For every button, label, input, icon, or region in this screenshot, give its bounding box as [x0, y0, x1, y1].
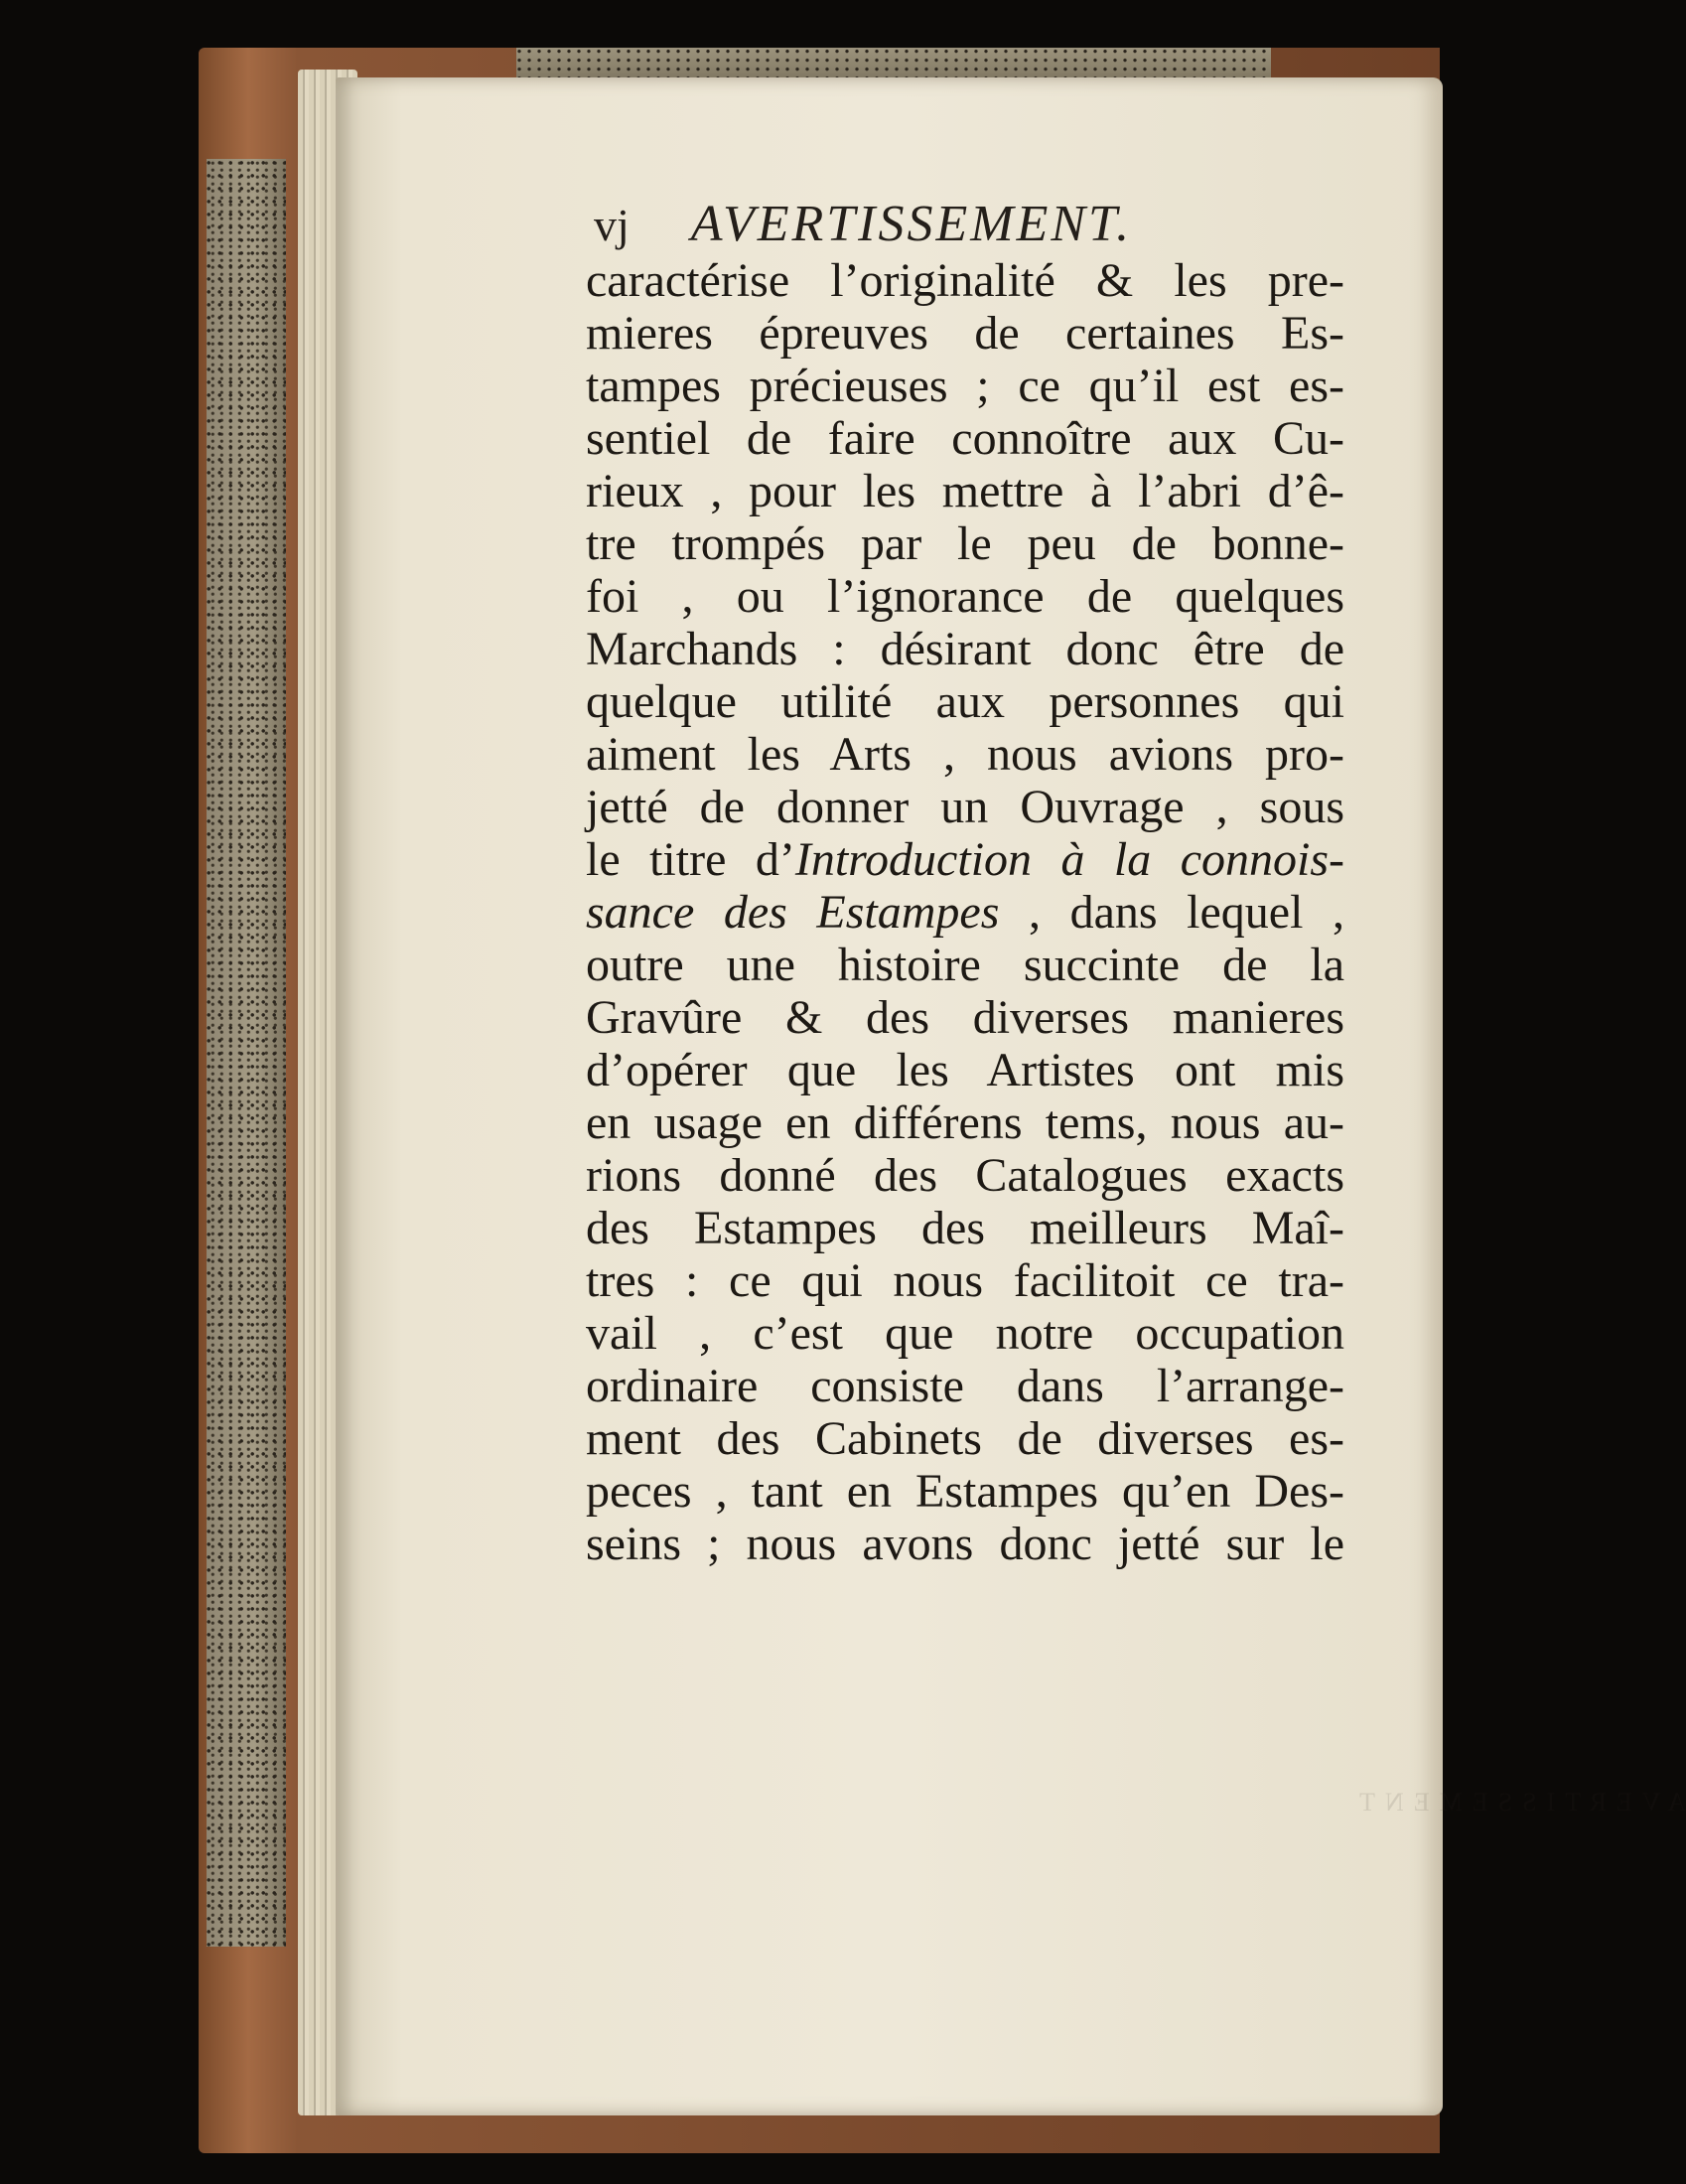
- text-line: quelque utilité aux personnes qui: [586, 675, 1344, 728]
- text-line: ordinaire consiste dans l’arrange-: [586, 1360, 1344, 1412]
- text-line: tampes précieuses ; ce qu’il est es-: [586, 360, 1344, 412]
- text-line: jetté de donner un Ouvrage , sous: [586, 781, 1344, 833]
- text-line: Gravûre & des diverses manieres: [586, 991, 1344, 1044]
- text-line: seins ; nous avons donc jetté sur le: [586, 1518, 1344, 1570]
- text-roman: le titre d’: [586, 833, 795, 886]
- text-line: d’opérer que les Artistes ont mis: [586, 1044, 1344, 1096]
- text-line: peces , tant en Estampes qu’en Des-: [586, 1465, 1344, 1518]
- bleed-through-text: AVERTISSEMENT: [1349, 1788, 1686, 1817]
- running-head-title: AVERTISSEMENT.: [690, 196, 1133, 252]
- book-title-italic: sance des Estampes: [586, 886, 1000, 939]
- text-line: rieux , pour les mettre à l’abri d’ê-: [586, 465, 1344, 517]
- text-line: aiment les Arts , nous avions pro-: [586, 728, 1344, 781]
- text-line: [586, 886, 1344, 939]
- text-line: mieres épreuves de certaines Es-: [586, 307, 1344, 360]
- text-line: en usage en différens tems, nous au-: [586, 1096, 1344, 1149]
- text-line: vail , c’est que notre occupation: [586, 1307, 1344, 1360]
- text-line: [586, 833, 1344, 886]
- text-line: ment des Cabinets de diverses es-: [586, 1412, 1344, 1465]
- book-title-italic: Introduction à la connois-: [794, 833, 1345, 886]
- text-line: rions donné des Catalogues exacts: [586, 1149, 1344, 1202]
- speckled-binding-edge: [207, 159, 286, 1947]
- text-line: tres : ce qui nous facilitoit ce tra-: [586, 1254, 1344, 1307]
- text-line: Marchands : désirant donc être de: [586, 623, 1344, 675]
- page-number: vj: [594, 200, 630, 250]
- text-line: des Estampes des meilleurs Maî-: [586, 1202, 1344, 1254]
- text-line: sentiel de faire connoître aux Cu-: [586, 412, 1344, 465]
- text-line: tre trompés par le peu de bonne-: [586, 517, 1344, 570]
- text-line: outre une histoire succinte de la: [586, 939, 1344, 991]
- body-text: [586, 254, 1344, 1570]
- text-roman: , dans lequel ,: [999, 886, 1344, 939]
- text-line: caractérise l’originalité & les pre-: [586, 254, 1344, 307]
- text-line: foi , ou l’ignorance de quelques: [586, 570, 1344, 623]
